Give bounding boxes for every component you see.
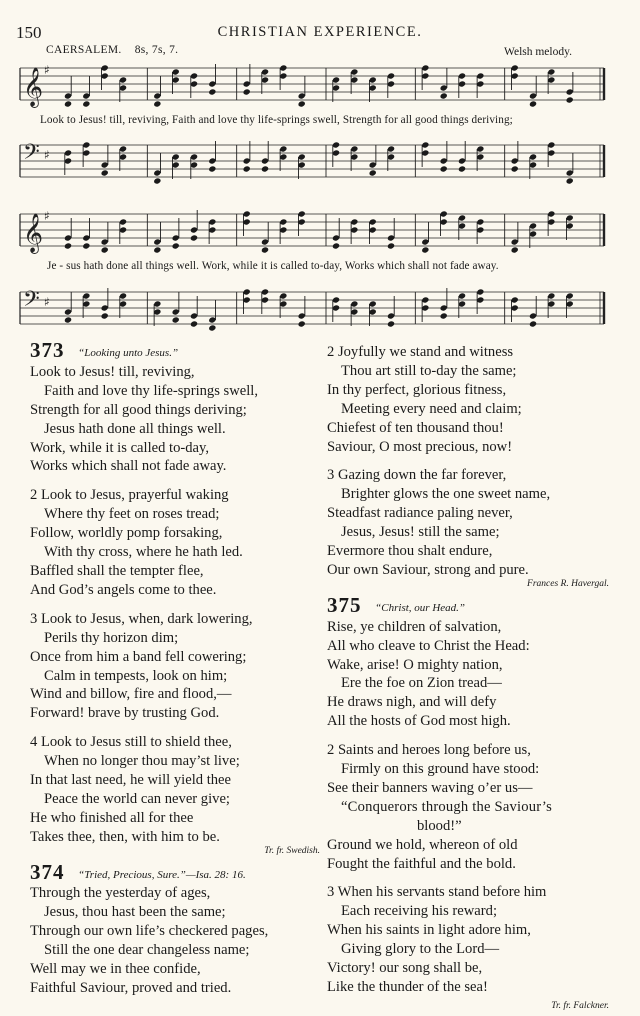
verse-line: Where thy feet on roses tread; (44, 506, 220, 523)
verse-line: 3 Look to Jesus, when, dark lowering, (30, 610, 253, 627)
verse-line: Follow, worldly pomp forsaking, (30, 525, 223, 542)
verse-line: Rise, ye children of salvation, (327, 618, 502, 635)
verse-line: Calm in tempests, look on him; (44, 667, 228, 684)
verse-line: Baffled shall the tempter flee, (30, 562, 204, 579)
hymn-373-attribution: Tr. fr. Swedish. (264, 845, 320, 856)
verse-line: 3 When his servants stand before him (327, 884, 547, 901)
verse-line: Work, while it is called to-day, (30, 439, 210, 456)
music-staff-bass-2 (14, 284, 610, 334)
verse-line: 2 Joyfully we stand and witness (327, 344, 514, 360)
hymn-374-verse-2 (327, 343, 609, 456)
verse-line: Wake, arise! O mighty nation, (327, 656, 503, 673)
verse-line: All the hosts of God most high. (327, 713, 511, 730)
verse-line: In thy perfect, glorious fitness, (327, 381, 507, 398)
verse-line: He draws nigh, and will defy (327, 694, 497, 711)
verse-line: Peace the world can never give; (44, 790, 230, 807)
verse-line: 4 Look to Jesus still to shield thee, (30, 734, 232, 751)
tune-name: CAERSALEM. (46, 44, 122, 56)
tune-header (46, 44, 178, 56)
verse-line: Fought the faithful and the bold. (327, 855, 516, 872)
verse-line: Chiefest of ten thousand thou! (327, 419, 504, 436)
verse-line: Giving glory to the Lord— (341, 941, 500, 958)
verse-line: Faithful Saviour, proved and tried. (30, 980, 232, 996)
tune-composer: Welsh melody. (504, 46, 572, 58)
hymn-373-heading (30, 338, 320, 363)
verse-line: When no longer thou may’st live; (44, 753, 240, 770)
verse-line: Faith and love thy life-springs swell, (44, 382, 259, 399)
verse-line: Once from him a band fell cowering; (30, 648, 247, 665)
svg-text:𝄞: 𝄞 (23, 213, 44, 253)
verse-line: Jesus hath done all things well. (44, 420, 226, 437)
verse-line: Like the thunder of the sea! (327, 979, 488, 995)
verse-line: Wind and billow, fire and flood,— (30, 686, 232, 703)
verse-line: In that last need, he will yield thee (30, 772, 232, 789)
hymn-title: “Christ, our Head.” (375, 601, 466, 614)
column-left (30, 338, 320, 998)
verse-line: Perils thy horizon dim; (44, 629, 179, 646)
music-staff-treble-1 (14, 60, 610, 110)
verse-line: Brighter glows the one sweet name, (341, 486, 551, 503)
verse-line: Each receiving his reward; (341, 903, 497, 920)
hymn-374-verse-1 (30, 884, 320, 997)
hymn-number: 374 (30, 859, 65, 884)
verse-line: And God’s angels come to thee. (30, 581, 217, 598)
verse-line: Firmly on this ground have stood: (341, 761, 540, 778)
verse-line: 2 Saints and heroes long before us, (327, 742, 531, 759)
running-head: CHRISTIAN EXPERIENCE. (217, 24, 423, 40)
verse-line: Our own Saviour, strong and pure. (327, 561, 529, 578)
verse-line: With thy cross, where he hath led. (44, 544, 243, 561)
hymn-375-verse-1 (327, 618, 609, 731)
column-right (327, 343, 609, 1016)
hymn-375-attribution: Tr. fr. Falckner. (551, 1000, 609, 1011)
verse-line: Works which shall not fade away. (30, 458, 227, 475)
verse-line: Well may we in thee confide, (30, 961, 201, 978)
verse-line: When his saints in light adore him, (327, 922, 531, 939)
hymn-375-verse-2 (327, 741, 609, 873)
verse-line: Look to Jesus! till, reviving, (30, 363, 195, 380)
page-number: 150 (16, 23, 42, 42)
verse-line: Jesus, Jesus! still the same; (341, 524, 500, 541)
hymn-373-verse-4 (30, 733, 320, 846)
tune-meter: 8s, 7s, 7. (134, 44, 179, 56)
verse-line: Thou art still to-day the same; (341, 362, 517, 379)
music-lyric-line-1: Look to Jesus! till, reviving, Faith and love thy life-springs swell, Strength for all good things deriving; (40, 114, 513, 126)
verse-line: Forward! brave by trusting God. (30, 705, 220, 722)
hymn-374-attribution: Frances R. Havergal. (527, 578, 609, 589)
svg-text:𝄢: 𝄢 (23, 140, 40, 170)
verse-line: “Conquerors through the Saviour’s (341, 798, 553, 815)
verse-line: Evermore thou shalt endure, (327, 543, 493, 560)
svg-text:♯: ♯ (44, 148, 50, 162)
verse-line: 3 Gazing down the far forever, (327, 467, 507, 484)
verse-line: Through the yesterday of ages, (30, 885, 211, 902)
verse-line: Saviour, O most precious, now! (327, 438, 513, 455)
hymn-373-verse-1 (30, 363, 320, 476)
music-staff-bass-1 (14, 137, 610, 187)
hymn-375-heading (327, 592, 609, 618)
svg-text:♯: ♯ (44, 295, 50, 309)
verse-line: Still the one dear changeless name; (44, 942, 250, 959)
verse-line: Ground we hold, whereon of old (327, 836, 518, 853)
verse-line: He who finished all for thee (30, 809, 194, 826)
verse-line: Jesus, thou hast been the same; (44, 904, 226, 921)
svg-text:𝄞: 𝄞 (23, 67, 44, 107)
hymn-title: “Looking unto Jesus.” (78, 347, 179, 359)
music-staff-treble-2 (14, 206, 610, 256)
verse-line: See their banners waving o’er us— (327, 779, 533, 796)
svg-text:♯: ♯ (44, 209, 50, 223)
hymn-373-verse-3 (30, 610, 320, 723)
hymn-374-verse-3 (327, 466, 609, 579)
svg-text:𝄢: 𝄢 (23, 287, 40, 317)
verse-line: All who cleave to Christ the Head: (327, 637, 530, 654)
verse-line: Steadfast radiance paling never, (327, 505, 513, 522)
hymn-number: 373 (30, 338, 65, 362)
hymn-title: “Tried, Precious, Sure.”—Isa. 28: 16. (78, 868, 246, 881)
verse-line: Through our own life’s checkered pages, (30, 923, 269, 940)
hymn-374-heading (30, 859, 320, 885)
verse-line: Victory! our song shall be, (327, 960, 483, 977)
verse-line: blood!” (417, 817, 462, 834)
verse-line: 2 Look to Jesus, prayerful waking (30, 487, 229, 504)
verse-line: Ere the foe on Zion tread— (341, 675, 502, 692)
svg-text:♯: ♯ (44, 63, 50, 77)
music-lyric-line-2: Je - sus hath done all things well. Work, while it is called to-day, Works which shall not fade away. (47, 260, 499, 272)
verse-line: Strength for all good things deriving; (30, 401, 247, 418)
hymn-375-verse-3 (327, 883, 609, 996)
verse-line: Takes thee, then, with him to be. (30, 828, 220, 845)
verse-line: Meeting every need and claim; (341, 400, 522, 417)
hymn-number: 375 (327, 592, 362, 617)
hymn-373-verse-2 (30, 486, 320, 599)
